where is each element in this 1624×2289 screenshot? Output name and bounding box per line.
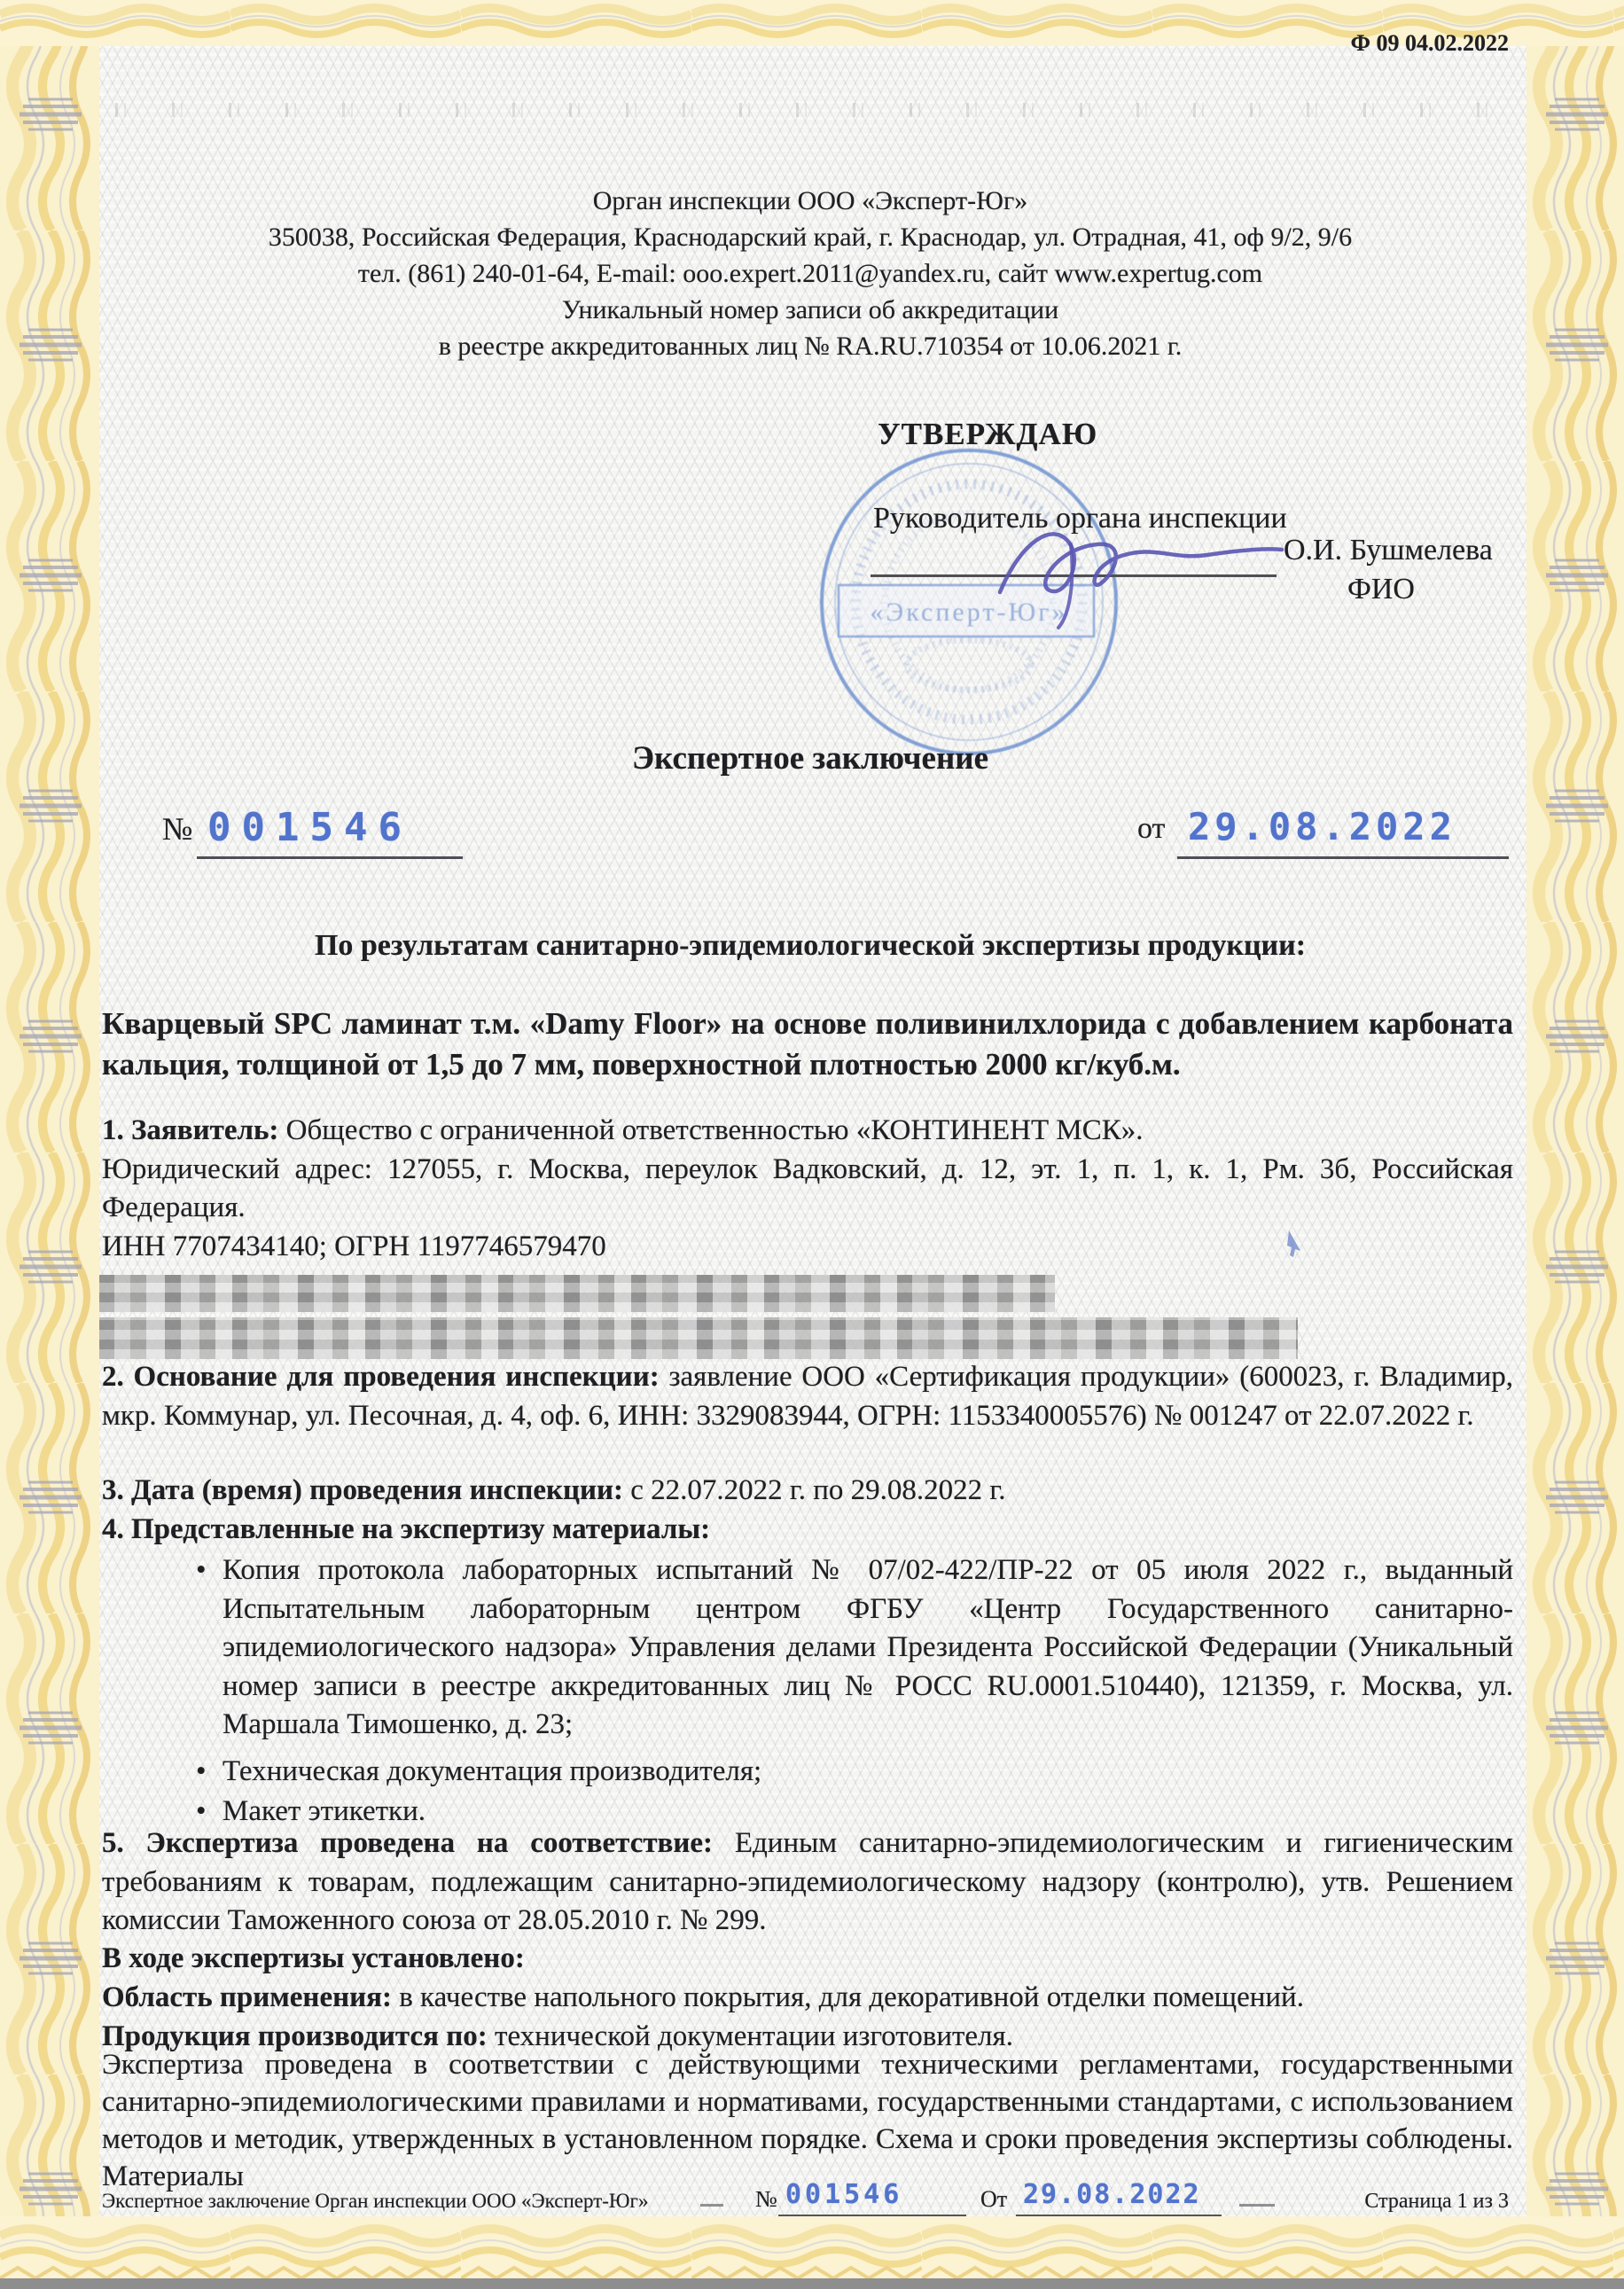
scope-text: в качестве напольного покрытия, для декоративной отделки помещений.	[391, 1981, 1304, 2013]
form-code: Ф 09 04.02.2022	[1350, 30, 1509, 56]
footer-date-underline	[1016, 2215, 1222, 2216]
production-text: технической документации изготовителя.	[487, 2020, 1013, 2052]
guilloche-border-right	[1526, 0, 1624, 2289]
applicant-label: 1. Заявитель:	[102, 1114, 279, 1146]
head-name: О.И. Бушмелева	[1284, 534, 1493, 566]
bullet-icon: •	[196, 1795, 207, 1827]
footer-date-value: 29.08.2022	[1023, 2179, 1201, 2210]
guilloche-border-left	[0, 0, 99, 2289]
number-value-stamp: 001546	[207, 805, 412, 850]
scan-edge-bar	[0, 2278, 1624, 2289]
redacted-row-1	[99, 1275, 1055, 1312]
date-label: от	[1137, 812, 1166, 845]
list-item	[191, 1753, 1513, 1792]
applicant-inn-ogrn: ИНН 7707434140; ОГРН 1197746579470	[102, 1230, 606, 1262]
footer-number-value: 001546	[785, 2179, 903, 2210]
fio-label: ФИО	[1347, 573, 1415, 605]
scope-label: Область применения:	[102, 1981, 392, 2013]
section-5	[102, 1824, 1513, 1941]
org-accreditation-2: в реестре аккредитованных лиц № RA.RU.710354 от 10.06.2021 г.	[438, 332, 1183, 361]
footer-number-label: №	[755, 2186, 777, 2212]
footer-doc-label: Экспертное заключение Орган инспекции ООО «Эксперт-Юг»	[102, 2190, 649, 2212]
materials-list	[102, 1551, 1513, 1832]
applicant-line	[102, 1112, 1513, 1151]
footer-dash	[1239, 2204, 1275, 2207]
head-of-inspection-label: Руководитель органа инспекции	[873, 502, 1287, 535]
footer-dash	[700, 2204, 723, 2207]
date-of-inspection-label: 3. Дата (время) проведения инспекции:	[102, 1474, 624, 1506]
number-underline	[197, 856, 463, 859]
basis-label: 2. Основание для проведения инспекции:	[102, 1361, 660, 1393]
findings-heading: В ходе экспертизы установлено:	[102, 1942, 525, 1974]
list-item	[191, 1551, 1513, 1745]
material-item-text: Макет этикетки.	[223, 1795, 426, 1827]
handwritten-signature	[982, 504, 1292, 637]
product-description: Кварцевый SPC ламинат т.м. «Damy Floor» на основе поливинилхлорида с добавлением карбоната кальция, толщиной от 1,5 до 7 мм, поверхностной плотностью 2000 кг/куб.м.	[102, 1006, 1513, 1082]
footer-date-label: От	[980, 2186, 1008, 2212]
findings-paragraph: Экспертиза проведена в соответствии с действующими техническими регламентами, государственными санитарно-эпидемиологическими правилами и нормативами, государственными стандартами, с использованием методов и методик, утвержденных в установленном порядке. Схема и сроки проведения экспертизы соблюдены. Материалы	[102, 2049, 1513, 2192]
date-of-inspection-text: с 22.07.2022 г. по 29.08.2022 г.	[623, 1474, 1006, 1506]
bullet-icon: •	[196, 1754, 207, 1787]
materials-label: 4. Представленные на экспертизу материалы:	[102, 1513, 711, 1545]
org-accreditation-1: Уникальный номер записи об аккредитации	[561, 295, 1059, 324]
org-address: 350038, Российская Федерация, Краснодарский край, г. Краснодар, ул. Отрадная, 41, оф 9/2, 9/6	[268, 223, 1353, 252]
footer-page-number: Страница 1 из 3	[1364, 2190, 1509, 2213]
cursor-artifact	[1287, 1230, 1303, 1259]
org-header	[102, 183, 1519, 364]
number-label: №	[162, 811, 193, 847]
doc-title: Экспертное заключение	[631, 740, 989, 777]
basis-text: заявление ООО «Сертификация продукции» (600023, г. Владимир, мкр. Коммунар, ул. Песочная, д. 4, оф. 6, ИНН: 3329083944, ОГРН: 1153340005576) № 001247 от 22.07.2022 г.	[102, 1361, 1513, 1432]
production-label: Продукция производится по:	[102, 2020, 488, 2052]
subject-heading: По результатам санитарно-эпидемиологической экспертизы продукции:	[314, 929, 1307, 962]
org-contacts: тел. (861) 240-01-64, E-mail: ooo.expert.2011@yandex.ru, сайт www.expertug.com	[357, 259, 1263, 288]
bullet-icon: •	[196, 1554, 207, 1586]
redacted-row-2	[99, 1317, 1298, 1359]
footer-number-underline	[778, 2215, 966, 2216]
scope-line	[102, 1979, 1513, 2018]
org-name: Орган инспекции ООО «Эксперт-Юг»	[592, 186, 1028, 215]
applicant-text: Общество с ограниченной ответственностью «КОНТИНЕНТ МСК».	[278, 1114, 1144, 1146]
section-3	[102, 1472, 1513, 1511]
applicant-address: Юридический адрес: 127055, г. Москва, переулок Вадковский, д. 12, эт. 1, п. 1, к. 1, Рм. 3б, Российская Федерация.	[102, 1152, 1513, 1223]
conformity-text: Единым санитарно-эпидемиологическим и гигиеническим требованиям к товарам, подлежащим санитарно-эпидемиологическому надзору (контролю), утв. Решением комиссии Таможенного союза от 28.05.2010 г. № 299.	[102, 1827, 1513, 1936]
date-underline	[1177, 856, 1509, 859]
date-value-stamp: 29.08.2022	[1188, 805, 1456, 848]
conformity-label: 5. Экспертиза проведена на соответствие:	[102, 1827, 714, 1859]
approve-label: УТВЕРЖДАЮ	[878, 417, 1098, 451]
section-2	[102, 1358, 1513, 1435]
material-item-text: Копия протокола лабораторных испытаний № 07/02-422/ПР-22 от 05 июля 2022 г., выданный Испытательным лабораторным центром ФГБУ «Центр Государственного санитарно-эпидемиологического надзора» Управления делами Президента Российской Федерации (Уникальный номер записи в реестре аккредитованных лиц № РОСС RU.0001.510440), 121359, г. Москва, ул. Маршала Тимошенко, д. 23;	[223, 1554, 1513, 1740]
stamp-center-text: «Эксперт-Юг»	[870, 598, 1068, 627]
material-item-text: Техническая документация производителя;	[223, 1754, 762, 1787]
scan-artifact-row	[115, 103, 1498, 117]
